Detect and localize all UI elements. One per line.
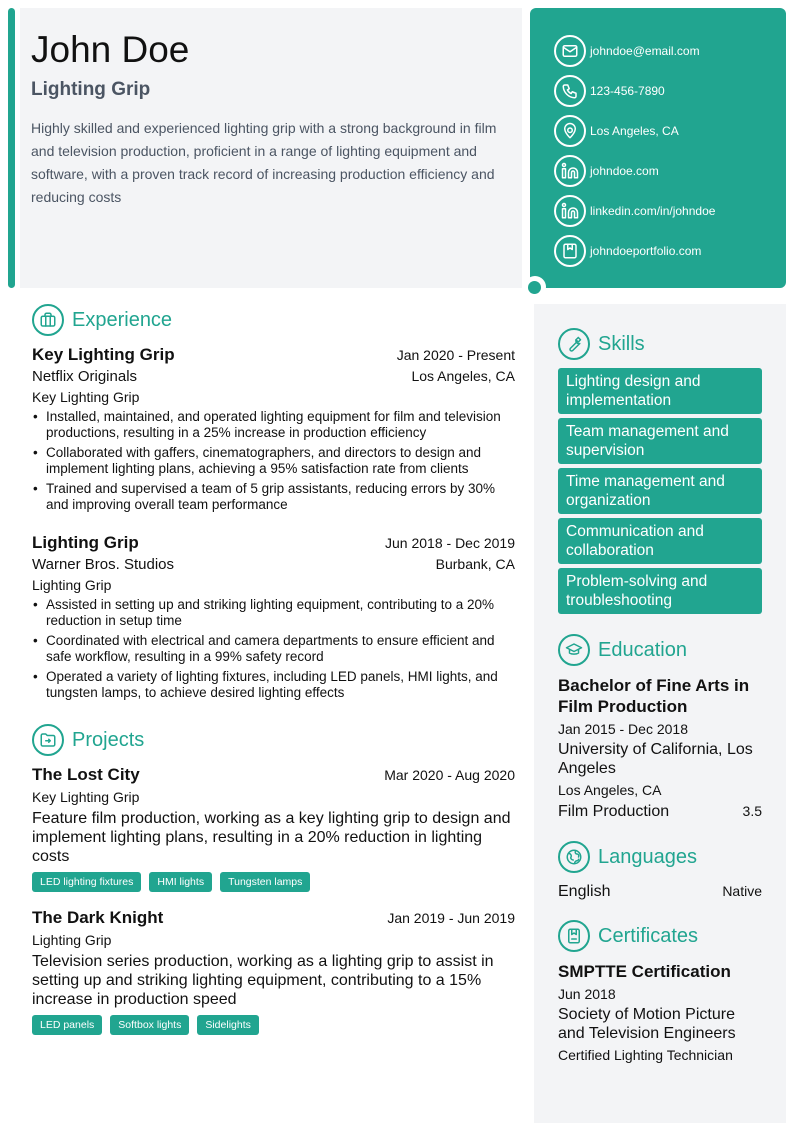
skill-chip: Communication and collaboration (558, 518, 762, 564)
summary: Highly skilled and experienced lighting grip with a strong background in film and television production, proficient in a range of lighting equipment and software, with a proven track record of increasing production efficiency and reducing costs (31, 119, 497, 205)
portfolio-icon (554, 235, 586, 267)
job-entry (32, 345, 515, 513)
skill-chip: Problem-solving and troubleshooting (558, 568, 762, 614)
education-heading (558, 634, 687, 666)
certificate-date: Jun 2018 (558, 986, 616, 1002)
certificates-heading (558, 920, 698, 952)
project-title: The Dark Knight (32, 908, 164, 927)
job-bullet: • Assisted in setting up and striking lighting equipment, contributing to a 20% reduction in setup time (32, 597, 515, 629)
job-location: Los Angeles, CA (411, 368, 515, 384)
contact-portfolio[interactable] (554, 231, 786, 271)
certificate-issuer: Society of Motion Picture and Television Engineers (558, 1006, 736, 1042)
folder-icon (32, 724, 64, 756)
project-dates: Mar 2020 - Aug 2020 (384, 767, 515, 783)
job-company: Warner Bros. Studios (32, 556, 174, 573)
header (20, 8, 522, 288)
linkedin-icon (554, 195, 586, 227)
contact-panel (530, 8, 786, 288)
job-bullet: • Installed, maintained, and operated lighting equipment for film and television productions, resulting in a 25% increase in production efficiency (32, 409, 515, 441)
job-role: Lighting Grip (32, 577, 112, 593)
contact-linkedin-text: linkedin.com/in/johndoe (590, 204, 716, 218)
project-tag: LED lighting fixtures (32, 872, 141, 892)
skill-chip: Team management and supervision (558, 418, 762, 464)
project-description: Television series production, working as a lighting grip to assist in setting up and striking lighting equipment, contributing to a 15% increase in production speed (32, 953, 494, 1008)
education-dates: Jan 2015 - Dec 2018 (558, 721, 688, 737)
mail-icon (554, 35, 586, 67)
candidate-title: Lighting Grip (31, 78, 151, 100)
job-entry (32, 533, 515, 701)
skill-chip: Lighting design and implementation (558, 368, 762, 414)
project-role: Lighting Grip (32, 932, 112, 948)
contact-location-text: Los Angeles, CA (590, 124, 679, 138)
contact-location (554, 111, 786, 151)
header-accent-bar (8, 8, 15, 288)
experience-title: Experience (72, 308, 173, 331)
job-bullet: • Operated a variety of lighting fixtures, including LED panels, HMI lights, and tungsten lamps, to achieve desired lighting effects (32, 669, 515, 701)
job-title: Lighting Grip (32, 533, 139, 552)
job-location: Burbank, CA (435, 556, 515, 572)
job-role: Key Lighting Grip (32, 389, 140, 405)
job-bullet: • Trained and supervised a team of 5 grip assistants, reducing errors by 30% and improving overall team performance (32, 481, 515, 513)
project-tag: Softbox lights (110, 1015, 189, 1035)
candidate-name: John Doe (31, 29, 190, 70)
project-role: Key Lighting Grip (32, 789, 140, 805)
phone-icon (554, 75, 586, 107)
projects-heading (32, 724, 144, 756)
project-tag: LED panels (32, 1015, 102, 1035)
project-entry (32, 908, 515, 1035)
education-gpa: 3.5 (742, 803, 762, 819)
contact-website[interactable] (554, 151, 786, 191)
skills-heading (558, 328, 645, 360)
job-title: Key Lighting Grip (32, 345, 175, 364)
project-dates: Jan 2019 - Jun 2019 (387, 910, 515, 926)
linkedin-icon (554, 155, 586, 187)
contact-website-text: johndoe.com (590, 164, 659, 178)
project-title: The Lost City (32, 765, 140, 784)
education-school: University of California, Los Angeles (558, 741, 753, 777)
projects-title: Projects (72, 728, 145, 751)
project-entry (32, 765, 515, 892)
contact-email[interactable] (554, 31, 786, 71)
language-level: Native (722, 883, 762, 899)
skills-title: Skills (598, 332, 645, 355)
project-description: Feature film production, working as a key lighting grip to design and implement lighting plans, resulting in a 20% reduction in lighting costs (32, 810, 511, 865)
education-entry (558, 675, 762, 821)
certificate-entry (558, 961, 762, 1065)
graduation-cap-icon (558, 634, 590, 666)
job-bullet: • Collaborated with gaffers, cinematographers, and directors to design and implement lighting plans, achieving a 95% satisfaction rate from clients (32, 445, 515, 477)
job-bullet: • Coordinated with electrical and camera departments to ensure efficient and safe workflow, resulting in a 99% safety record (32, 633, 515, 665)
job-dates: Jun 2018 - Dec 2019 (385, 535, 515, 551)
education-location: Los Angeles, CA (558, 782, 662, 798)
certificate-icon (558, 920, 590, 952)
experience-heading (32, 304, 172, 336)
wrench-icon (558, 328, 590, 360)
job-dates: Jan 2020 - Present (396, 347, 515, 363)
education-degree: Bachelor of Fine Arts in Film Production (558, 676, 750, 716)
job-company: Netflix Originals (32, 368, 138, 385)
connector-dot (528, 281, 541, 294)
education-field: Film Production (558, 803, 670, 820)
contact-phone[interactable] (554, 71, 786, 111)
briefcase-icon (32, 304, 64, 336)
contact-phone-text: 123-456-7890 (590, 84, 665, 98)
contact-linkedin[interactable] (554, 191, 786, 231)
project-tag: HMI lights (149, 872, 212, 892)
skill-chip: Time management and organization (558, 468, 762, 514)
language-entry (558, 881, 762, 901)
globe-icon (558, 841, 590, 873)
project-tag: Sidelights (197, 1015, 259, 1035)
contact-email-text: johndoe@email.com (590, 44, 700, 58)
contact-portfolio-text: johndoeportfolio.com (590, 244, 702, 258)
languages-title: Languages (598, 845, 697, 868)
map-pin-icon (554, 115, 586, 147)
languages-heading (558, 841, 697, 873)
certificate-name: SMPTTE Certification (558, 962, 731, 981)
certificate-detail: Certified Lighting Technician (558, 1047, 733, 1063)
language-name: English (558, 883, 611, 900)
education-title: Education (598, 638, 687, 661)
project-tag: Tungsten lamps (220, 872, 310, 892)
certificates-title: Certificates (598, 924, 699, 947)
